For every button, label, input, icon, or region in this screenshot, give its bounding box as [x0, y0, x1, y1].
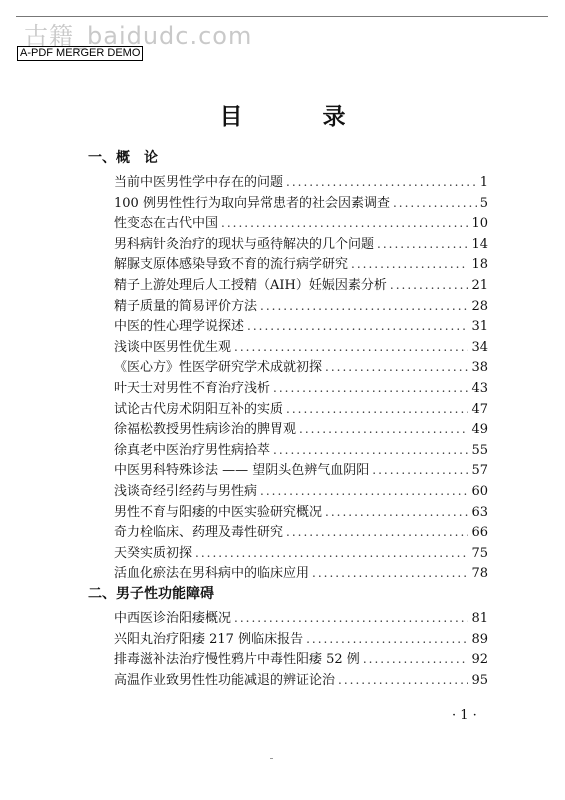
dot-leader [234, 608, 468, 628]
toc-entry[interactable] [114, 213, 488, 233]
toc-entry[interactable] [114, 670, 488, 690]
toc-entry[interactable] [114, 563, 488, 583]
dot-leader [377, 234, 468, 254]
toc-entry-page: 47 [471, 401, 488, 417]
dot-leader [363, 649, 469, 669]
toc-entry[interactable] [114, 296, 488, 316]
section-heading: 一、概 论 [88, 150, 158, 166]
toc-entry-page: 63 [471, 504, 488, 520]
dot-leader [273, 440, 468, 460]
toc-entry-page: 5 [479, 195, 488, 211]
toc-entry[interactable] [114, 399, 488, 419]
toc-entry-title: 天癸实质初探 [114, 545, 193, 561]
toc-entry[interactable] [114, 337, 488, 357]
dot-leader [306, 629, 468, 649]
toc-entry-page: 92 [471, 652, 488, 668]
toc-entry[interactable] [114, 357, 488, 377]
toc-entry-page: 49 [471, 422, 488, 438]
dot-leader [325, 357, 468, 377]
toc-entry[interactable] [114, 378, 488, 398]
toc-entry-page: 95 [471, 672, 488, 688]
toc-entry[interactable] [114, 649, 488, 669]
dot-leader [299, 419, 468, 439]
dot-leader [325, 502, 468, 522]
toc-entry-title: 男性不育与阳痿的中医实验研究概况 [114, 504, 323, 520]
toc-entry-title: 解脲支原体感染导致不育的流行病学研究 [114, 257, 349, 273]
toc-entry[interactable] [114, 522, 488, 542]
toc-entry[interactable] [114, 193, 488, 213]
dot-leader [390, 275, 469, 295]
toc-entry-page: 1 [479, 175, 488, 190]
toc-entry-title: 100 例男性性行为取向异常患者的社会因素调查 [114, 195, 390, 211]
toc-entry-title: 兴阳丸治疗阳痿 217 例临床报告 [114, 631, 304, 647]
toc-entry-page: 38 [471, 360, 488, 376]
toc-entry-page: 66 [471, 525, 488, 541]
toc-entry[interactable] [114, 254, 488, 274]
toc-entry-page: 18 [471, 257, 488, 273]
toc-entry-page: 43 [471, 381, 488, 396]
section-heading: 二、男子性功能障碍 [88, 586, 214, 602]
toc-entry-page: 28 [471, 298, 488, 314]
toc-entry-page: 31 [471, 319, 488, 335]
toc-entry-title: 精子质量的简易评价方法 [114, 298, 258, 314]
toc-entry[interactable] [114, 629, 488, 649]
toc-entry-title: 中医男科特殊诊法 —— 望阴头色辨气血阴阳 [114, 463, 370, 479]
toc-entry-title: 当前中医男性学中存在的问题 [114, 175, 284, 190]
toc-entry[interactable] [114, 502, 488, 522]
dot-leader [234, 337, 468, 357]
dot-leader [221, 213, 468, 233]
page-title: 目 录 [219, 103, 382, 130]
dot-leader [195, 543, 468, 563]
toc-entry-page: 81 [471, 611, 488, 626]
toc-entry-page: 75 [471, 545, 488, 561]
dot-leader [372, 460, 468, 480]
toc-entry[interactable] [114, 608, 488, 628]
dot-leader [273, 378, 468, 398]
toc-entry-title: 浅谈奇经引经药与男性病 [114, 484, 258, 499]
toc-entry-title: 徐真老中医治疗男性病拾萃 [114, 442, 271, 458]
dot-leader [393, 193, 477, 213]
toc-entry[interactable] [114, 316, 488, 336]
dot-leader [286, 399, 468, 419]
toc-entry-title: 徐福松教授男性病诊治的脾胃观 [114, 422, 297, 438]
toc-entry-title: 《医心方》性医学研究学术成就初探 [114, 360, 323, 376]
toc-entry-title: 男科病针灸治疗的现状与亟待解决的几个问题 [114, 236, 375, 252]
toc-entry-page: 57 [471, 463, 488, 479]
watermark: 古籍_baidudc.com [24, 22, 253, 50]
toc-entry-title: 活血化瘀法在男科病中的临床应用 [114, 566, 310, 582]
toc-entry[interactable] [114, 275, 488, 295]
toc-entry-page: 34 [471, 339, 488, 355]
toc-entry-title: 叶天士对男性不育治疗浅析 [114, 381, 271, 396]
toc-entry-page: 89 [471, 631, 488, 647]
toc-entry-page: 10 [471, 216, 488, 232]
dot-leader [312, 563, 468, 583]
toc-entry[interactable] [114, 543, 488, 563]
page-number: · 1 · [452, 708, 477, 723]
demo-stamp: A-PDF MERGER DEMO [17, 46, 143, 61]
toc-entry-page: 21 [471, 278, 488, 293]
toc-entry-title: 中医的性心理学说探述 [114, 319, 245, 335]
toc-entry-page: 60 [471, 484, 488, 499]
toc-entry-title: 浅谈中医男性优生观 [114, 339, 232, 355]
toc-entry[interactable] [114, 440, 488, 460]
toc-entry-title: 奇力栓临床、药理及毒性研究 [114, 525, 284, 541]
toc-entry-title: 精子上游处理后人工授精（AIH）妊娠因素分析 [114, 278, 387, 293]
toc-entry-page: 14 [471, 236, 488, 252]
toc-entry[interactable] [114, 419, 488, 439]
toc-entry-page: 78 [471, 566, 488, 582]
dot-leader [286, 172, 477, 192]
toc-entry-title: 中西医诊治阳痿概况 [114, 611, 232, 626]
toc-entry-title: 试论古代房术阴阳互补的实质 [114, 401, 284, 417]
toc-entry-title: 高温作业致男性性功能减退的辨证论治 [114, 672, 336, 688]
toc-entry[interactable] [114, 481, 488, 501]
dot-leader [351, 254, 468, 274]
toc-entry-title: 性变态在古代中国 [114, 216, 219, 232]
dot-leader [260, 481, 468, 501]
dot-leader [260, 296, 468, 316]
toc-entry[interactable] [114, 234, 488, 254]
toc-entry[interactable] [114, 460, 488, 480]
toc-entry-title: 排毒滋补法治疗慢性鸦片中毒性阳痿 52 例 [114, 652, 360, 668]
dot-leader [338, 670, 468, 690]
dot-leader [286, 522, 468, 542]
toc-entry[interactable] [114, 172, 488, 192]
dot-leader [247, 316, 468, 336]
toc-entry-page: 55 [471, 442, 488, 458]
scan-speck [270, 758, 273, 759]
